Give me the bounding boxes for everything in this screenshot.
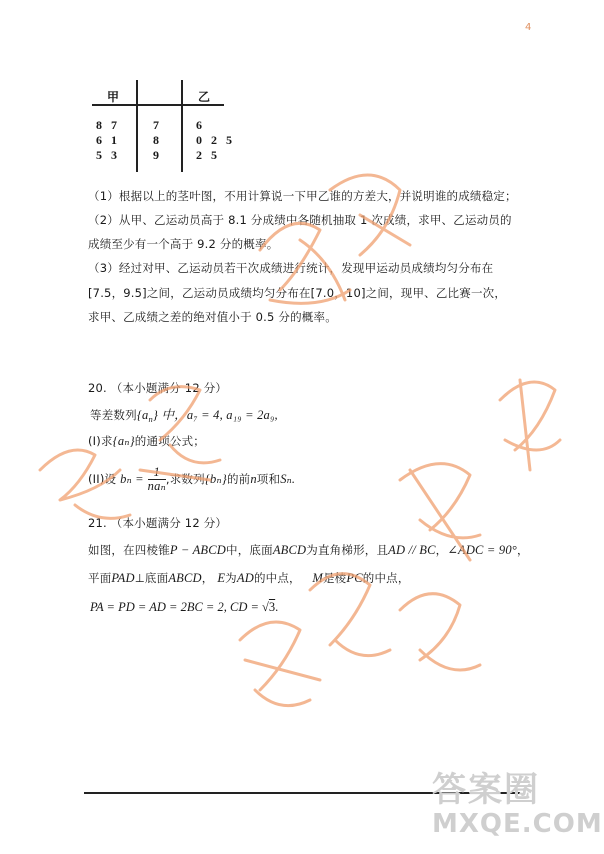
q21-line2-E: E [217, 571, 226, 585]
q20-intro-seq-open: {a [136, 408, 149, 422]
stem-row-2: 8 [153, 133, 162, 147]
q20-part1-suffix: 的通项公式； [134, 434, 205, 448]
watermark-logo [432, 762, 603, 850]
q20-part1 [88, 433, 205, 449]
q21-heading: 21. （本小题满分 12 分） [88, 516, 228, 530]
q20-part2-frac-den: naₙ [147, 479, 166, 493]
q21-line3-sqrt-value: 3 [268, 600, 276, 614]
q19-part3-line2: [7.5，9.5]之间，乙运动员成绩均匀分布在[7.0，10]之间，现甲、乙比赛一次， [88, 286, 507, 300]
yi-leaves-row-3: 2 5 [196, 148, 220, 162]
q21-line1-c: 为直角梯形，且 [306, 543, 389, 557]
q21-line2-e: 的中点， [253, 571, 301, 585]
table-left-divider [136, 80, 138, 172]
q20-part2-suffix: 的前 [226, 472, 251, 486]
q19-part3-line1: （3）经过对甲、乙运动员若干次成绩进行统计，发现甲运动员成绩均匀分布在 [88, 261, 494, 275]
q20-intro-cond: a₇ = 4, a₁₉ = 2a₉, [186, 408, 278, 422]
q20-part2-prefix: (II)设 [88, 472, 117, 486]
q20-part2-b: bₙ = [120, 472, 144, 486]
header-yi: 乙 [198, 90, 211, 104]
corner-mark: 4 [525, 22, 532, 33]
yi-leaves-row-1: 6 [196, 118, 205, 132]
q19-part3-line3: 求甲、乙成绩之差的绝对值小于 0.5 分的概率。 [88, 310, 337, 324]
q21-line2-PC: PC [346, 571, 363, 585]
q19-part2-line2: 成绩至少有一个高于 9.2 分的概率。 [88, 237, 279, 251]
q21-line2-a: 平面 [88, 571, 112, 585]
q20-part2-seq: {bₙ} [204, 472, 227, 486]
q20-part2-end: 项和 [256, 472, 281, 486]
q20-part2-mid: ,求数列 [165, 472, 205, 486]
q20-intro-prefix: 等差数列 [90, 408, 137, 422]
q20-intro-seq-sub: n [148, 414, 153, 424]
stem-row-3: 9 [153, 148, 162, 162]
q21-line1-angle: ∠ADC = 90° [447, 543, 517, 557]
header-jia: 甲 [107, 90, 120, 104]
q19-part2-line1: （2）从甲、乙运动员高于 8.1 分成绩中各随机抽取 1 次成绩，求甲、乙运动员的 [88, 213, 512, 227]
q21-line3-eq: PA = PD = AD = 2BC = 2, CD = [90, 600, 263, 614]
q21-line1-base: ABCD [272, 543, 307, 557]
q21-line2-g: 的中点， [362, 571, 410, 585]
q21-line2 [88, 570, 410, 586]
watermark-logo-bottom: MXQE.COM [432, 809, 603, 839]
q21-line3-sqrt-sign: √ [262, 600, 269, 614]
q21-line2-d: 为 [225, 571, 237, 585]
jia-leaves-row-3: 5 3 [96, 148, 120, 162]
watermark-logo-top: 答案圈 [432, 770, 540, 810]
jia-leaves-row-1: 8 7 [96, 118, 120, 132]
q21-line2-b: ⊥底面 [134, 571, 169, 585]
q20-heading: 20. （本小题满分 12 分） [88, 381, 228, 395]
q21-line3 [90, 596, 278, 615]
q20-part2-S: Sₙ. [280, 472, 296, 486]
q21-line1 [88, 542, 529, 558]
q21-line1-parallel: AD // BC [388, 543, 436, 557]
q20-part2-frac-num: 1 [148, 466, 166, 480]
q21-line1-pyramid: P − ABCD [169, 543, 227, 557]
q20-part2-fraction [148, 466, 166, 493]
stem-row-1: 7 [153, 118, 162, 132]
q21-line1-a: 如图，在四棱锥 [88, 543, 170, 557]
table-right-divider [181, 80, 183, 172]
q21-line2-plane: PAD [111, 571, 135, 585]
q21-line1-b: 中，底面 [226, 543, 273, 557]
q20-intro [90, 405, 278, 424]
q20-part2-n: n [250, 472, 257, 486]
yi-leaves-row-2: 0 2 5 [196, 133, 235, 147]
q20-intro-seq-close: } 中， [152, 408, 187, 422]
q20-part2 [88, 466, 295, 493]
q21-line1-d: ， [435, 543, 448, 557]
q21-line3-end: . [275, 600, 279, 614]
q20-part1-prefix: (I)求 [88, 434, 113, 448]
q20-part1-seq: {aₙ} [112, 434, 135, 448]
q21-line1-e: ， [516, 543, 529, 557]
q21-line2-f: 是棱 [322, 571, 347, 585]
q19-part1: （1）根据以上的茎叶图，不用计算说一下甲乙谁的方差大，并说明谁的成绩稳定； [88, 189, 517, 203]
q21-line2-M: M [312, 571, 323, 585]
q21-line2-c: ， [201, 571, 214, 585]
q21-line2-base: ABCD [168, 571, 202, 585]
q21-line2-AD: AD [236, 571, 254, 585]
jia-leaves-row-2: 6 1 [96, 133, 120, 147]
